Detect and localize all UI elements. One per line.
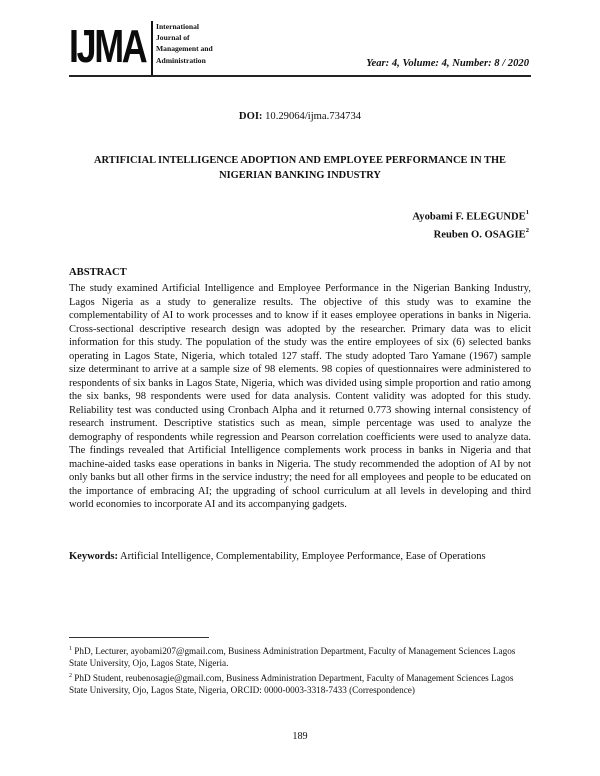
footnote-text: PhD, Lecturer, ayobami207@gmail.com, Business Administration Department, Faculty of Management Sciences Lagos State University, Ojo, Lagos State, Nigeria. <box>69 646 516 669</box>
abstract-heading: ABSTRACT <box>69 267 127 278</box>
page-number: 189 <box>292 731 308 742</box>
author-mark: 2 <box>525 227 529 234</box>
keywords <box>69 550 531 564</box>
doi-link[interactable]: 10.29064/ijma.734734 <box>265 111 362 122</box>
logo-text: IJMA <box>69 20 146 72</box>
paper-title: ARTIFICIAL INTELLIGENCE ADOPTION AND EMPLOYEE PERFORMANCE IN THE NIGERIAN BANKING INDUSTRY <box>94 155 506 181</box>
footnote-mark: 2 <box>69 673 72 679</box>
journal-name-line: Journal of <box>156 33 190 43</box>
journal-name <box>156 21 246 66</box>
author-name: Reuben O. OSAGIE <box>433 229 526 241</box>
journal-name-line: Administration <box>156 55 206 65</box>
logo-divider <box>151 21 153 75</box>
keywords-text: Artificial Intelligence, Complementability, Employee Performance, Ease of Operations <box>120 551 486 562</box>
author-name: Ayobami F. ELEGUNDE <box>412 211 526 223</box>
footnote-1 <box>69 643 531 670</box>
author-2 <box>434 228 529 241</box>
footnote-text: PhD Student, reubenosagie@gmail.com, Business Administration Department, Faculty of Management Sciences Lagos State University, Ojo, Lagos State, Nigeria, ORCID: 0000-0003-3318-7433 (Correspondence) <box>69 673 514 696</box>
doi-label: DOI: <box>238 111 263 122</box>
footnote-rule <box>69 637 209 638</box>
author-mark: 1 <box>525 209 529 216</box>
doi-line <box>0 111 600 122</box>
keywords-label: Keywords: <box>69 551 118 562</box>
author-1 <box>412 210 529 223</box>
header-rule <box>69 75 531 77</box>
footnote-2 <box>69 670 531 697</box>
issue-info: Year: 4, Volume: 4, Number: 8 / 2020 <box>366 58 529 69</box>
footnote-mark: 1 <box>69 646 72 652</box>
abstract-text: The study examined Artificial Intelligence and Employee Performance in the Nigerian Banking Industry, Lagos Nigeria as a study to generalize results. The objective of this study was to examine the complementability of AI to work processes and to know if it eases employee operations in banks in Nigeria. Cross-sectional descriptive research design was adopted by the researcher. Primary data was to elicit information for this study. The population of the study was the entire employees of six (6) selected banks operating in Lagos State, Nigeria, which totaled 127 staff. The study adopted Taro Yamane (1967) sample size determinant to arrive at a sample size of 98 elements. 98 copies of questionnaires were administered to respondents of six banks in Lagos State, Nigeria, which was divided using simple proportion and ratio among the six banks, 98 respondents were used for data analysis. Content validity was adopted for this study. Reliability test was conducted using Cronbach Alpha and it returned 0.773 showing internal consistency of research instrument. Descriptive statistics such as mean, simple percentage was used to analyze the demography of respondents while regression and Pearson correlation coefficients were used to analyze data. The findings revealed that Artificial Intelligence complements work process in banks in Nigeria and that machine-aided tasks ease operations in banks in Nigeria. The study recommended the adoption of AI by not only banks but all other firms in the service industry; the need for all employees and people to be educated on the importance of embracing AI; the upgrading of school curriculum at all levels in developing and third world economies to incorporate AI and its accompanying gadgets. <box>69 283 531 510</box>
journal-name-line: International <box>156 22 200 31</box>
journal-name-line: Management and <box>156 44 213 54</box>
